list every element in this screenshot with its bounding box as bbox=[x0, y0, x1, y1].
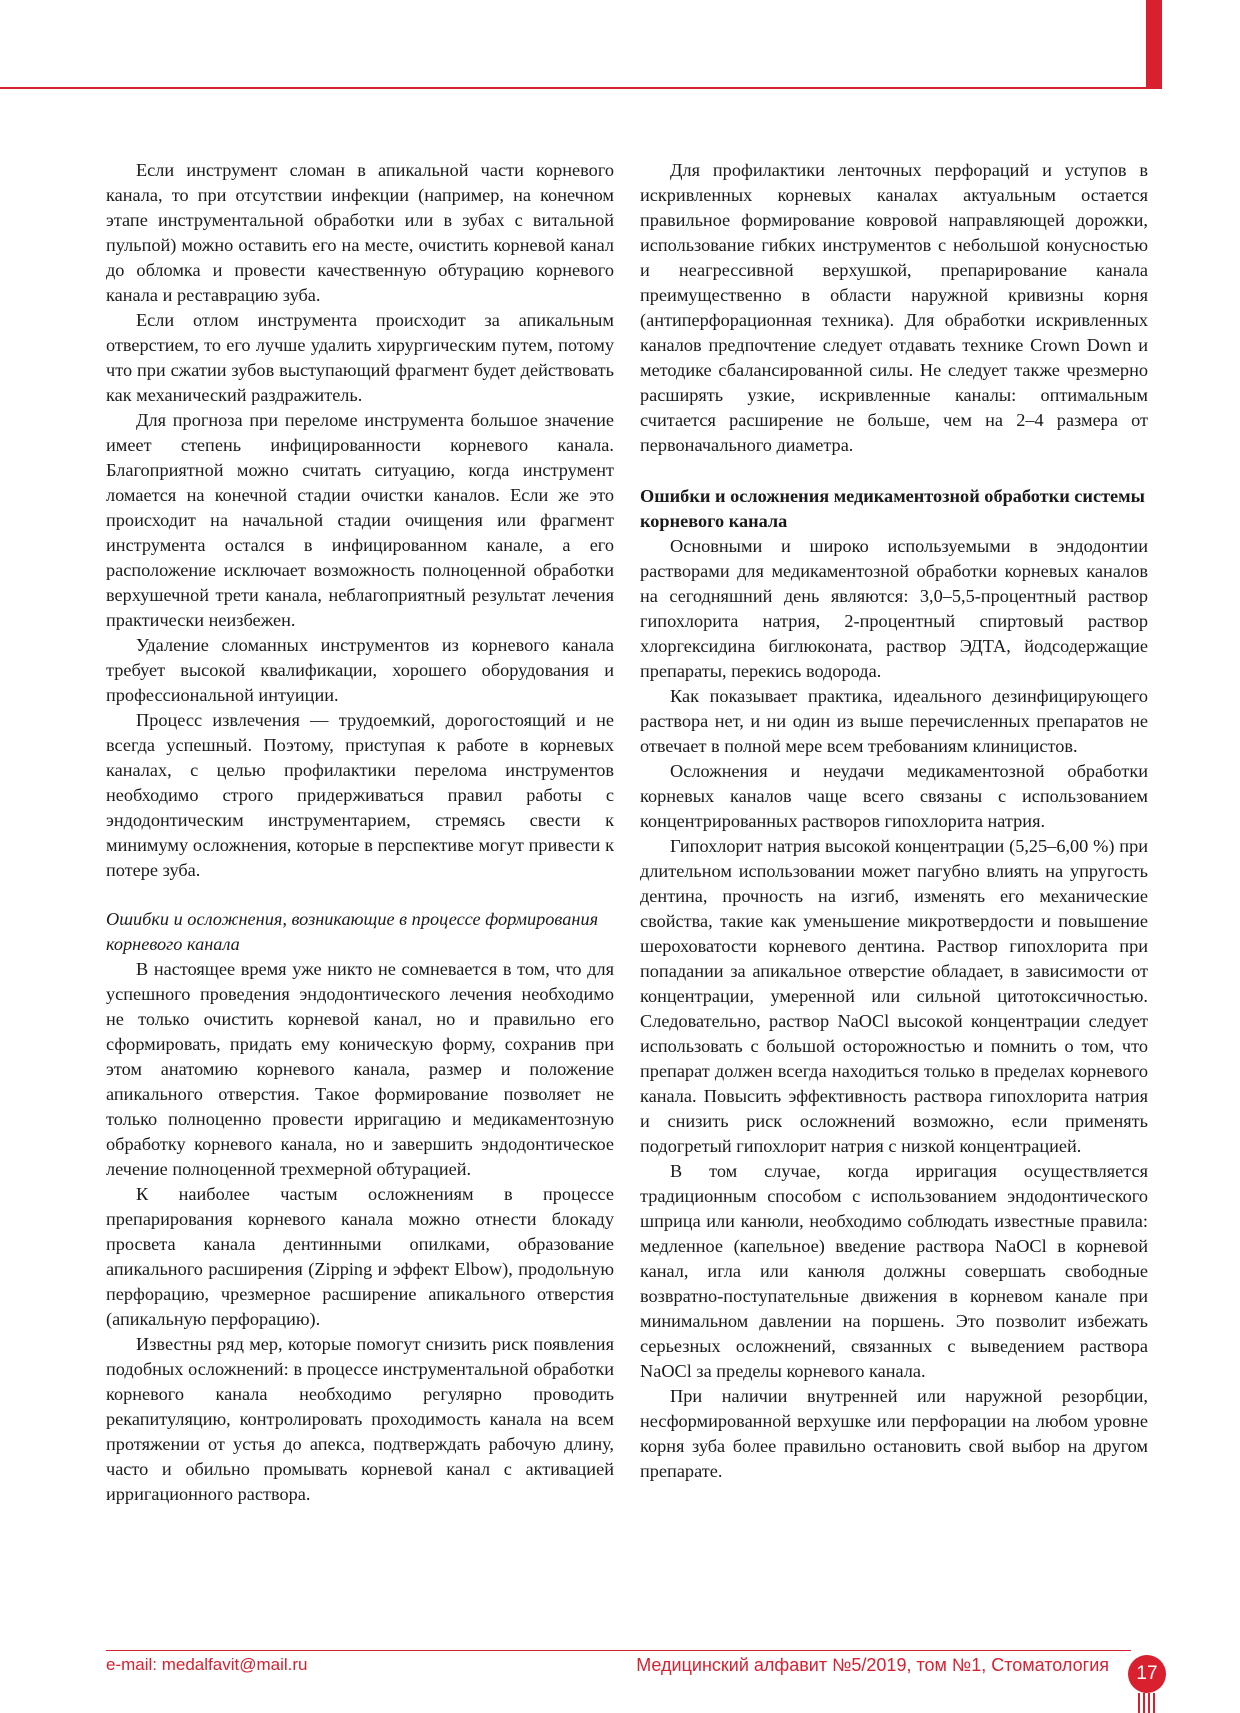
paragraph: Если отлом инструмента происходит за апикальным отверстием, то его лучше удалить хирургическим путем, потому что при сжатии зубов выступающий фрагмент будет действовать как механический раздражитель. bbox=[106, 310, 614, 405]
right-column bbox=[640, 158, 1148, 1484]
paragraph: Как показывает практика, идеального дезинфицирующего раствора нет, и ни один из выше перечисленных препаратов не отвечает в полной мере всем требованиям клиницистов. bbox=[640, 686, 1148, 756]
section-heading-bold: Ошибки и осложнения медикаментозной обработки системы корневого канала bbox=[640, 486, 1145, 531]
header-color-tab bbox=[1146, 0, 1162, 89]
paragraph: Основными и широко используемыми в эндодонтии растворами для медикаментозной обработки корневых каналов на сегодняшний день являются: 3,0–5,5-процентный раствор гипохлорита натрия, 2-процентный спиртовый раствор хлоргексидина биглюконата, раствор ЭДТА, йодсодержащие препараты, перекись водорода. bbox=[640, 536, 1148, 681]
paragraph: Известны ряд мер, которые помогут снизить риск появления подобных осложнений: в процессе инструментальной обработки корневого канала необходимо регулярно проводить рекапитуляцию, контролировать проходимость канала на всем протяжении от устья до апекса, подтверждать рабочую длину, часто и обильно промывать корневой канал с активацией ирригационного раствора. bbox=[106, 1334, 614, 1504]
footer-email: e-mail: medalfavit@mail.ru bbox=[106, 1655, 308, 1674]
paragraph: Процесс извлечения — трудоемкий, дорогостоящий и не всегда успешный. Поэтому, приступая к работе в корневых каналах, с целью профилактики перелома инструментов необходимо строго придерживаться правил работы с эндодонтическим инструментарием, стремясь свести к минимуму осложнения, которые в перспективе могут привести к потере зуба. bbox=[106, 710, 614, 880]
page-number-stripes bbox=[1138, 1693, 1156, 1713]
header-rule bbox=[0, 87, 1146, 89]
footer-journal-title: Медицинский алфавит №5/2019, том №1, Стоматология bbox=[636, 1655, 1109, 1675]
section-heading-italic: Ошибки и осложнения, возникающие в процессе формирования корневого канала bbox=[106, 909, 599, 954]
paragraph: Для прогноза при переломе инструмента большое значение имеет степень инфицированности корневого канала. Благоприятной можно считать ситуацию, когда инструмент ломается на конечной стадии очистки каналов. Если же это происходит на начальной стадии очищения или фрагмент инструмента остался в инфицированном канале, а его расположение исключает возможность полноценной обработки верхушечной трети канала, неблагоприятный результат лечения практически неизбежен. bbox=[106, 410, 614, 630]
paragraph: Для профилактики ленточных перфораций и уступов в искривленных корневых каналах актуальным остается правильное формирование ковровой направляющей дорожки, использование гибких инструментов с небольшой конусностью и неагрессивной верхушкой, препарирование канала преимущественно в области наружной кривизны корня (антиперфорационная техника). Для обработки искривленных каналов предпочтение следует отдавать технике Crown Down и методике сбалансированной силы. Не следует также чрезмерно расширять узкие, искривленные каналы: оптимальным считается расширение не больше, чем на 2–4 размера от первоначального диаметра. bbox=[640, 160, 1148, 455]
paragraph: Если инструмент сломан в апикальной части корневого канала, то при отсутствии инфекции (например, на конечном этапе инструментальной обработки или в зубах с витальной пульпой) можно оставить его на месте, очистить корневой канал до обломка и провести качественную обтурацию корневого канала и реставрацию зуба. bbox=[106, 160, 614, 305]
paragraph: Удаление сломанных инструментов из корневого канала требует высокой квалификации, хорошего оборудования и профессиональной интуиции. bbox=[106, 635, 614, 705]
paragraph: В настоящее время уже никто не сомневается в том, что для успешного проведения эндодонтического лечения необходимо не только очистить корневой канал, но и правильно его сформировать, придать ему коническую форму, сохранив при этом анатомию корневого канала, размер и положение апикального отверстия. Такое формирование позволяет не только полноценно провести ирригацию и медикаментозную обработку корневого канала, но и завершить эндодонтическое лечение полноценной трехмерной обтурацией. bbox=[106, 959, 614, 1179]
paragraph: К наиболее частым осложнениям в процессе препарирования корневого канала можно отнести блокаду просвета канала дентинными опилками, образование апикального расширения (Zipping и эффект Elbow), продольную перфорацию, чрезмерное расширение апикального отверстия (апикальную перфорацию). bbox=[106, 1184, 614, 1329]
footer-rule bbox=[106, 1650, 1131, 1651]
paragraph: При наличии внутренней или наружной резорбции, несформированной верхушке или перфорации на любом уровне корня зуба более правильно остановить свой выбор на другом препарате. bbox=[640, 1386, 1148, 1481]
paragraph: Гипохлорит натрия высокой концентрации (5,25–6,00 %) при длительном использовании может пагубно влиять на упругость дентина, прочность на изгиб, изменять его механические свойства, такие как уменьшение микротвердости и повышение шероховатости корневого дентина. Раствор гипохлорита при попадании за апикальное отверстие обладает, в зависимости от концентрации, умеренной или сильной цитотоксичностью. Следовательно, раствор NaOCl высокой концентрации следует использовать с большой осторожностью и помнить о том, что препарат должен всегда находиться только в пределах корневого канала. Повысить эффективность раствора гипохлорита натрия и снизить риск осложнений возможно, если применять подогретый гипохлорит натрия с низкой концентрацией. bbox=[640, 836, 1148, 1156]
left-column bbox=[106, 158, 614, 1507]
paragraph: В том случае, когда ирригация осуществляется традиционным способом с использованием эндодонтического шприца или канюли, необходимо соблюдать известные правила: медленное (капельное) введение раствора NaOCl в корневой канал, игла или канюля должны совершать свободные возвратно-поступательные движения в корневом канале при минимальном давлении на поршень. Это позволит избежать серьезных осложнений, связанных с выведением раствора NaOCl за пределы корневого канала. bbox=[640, 1161, 1148, 1381]
page-number: 17 bbox=[1128, 1655, 1166, 1693]
paragraph: Осложнения и неудачи медикаментозной обработки корневых каналов чаще всего связаны с использованием концентрированных растворов гипохлорита натрия. bbox=[640, 761, 1148, 831]
